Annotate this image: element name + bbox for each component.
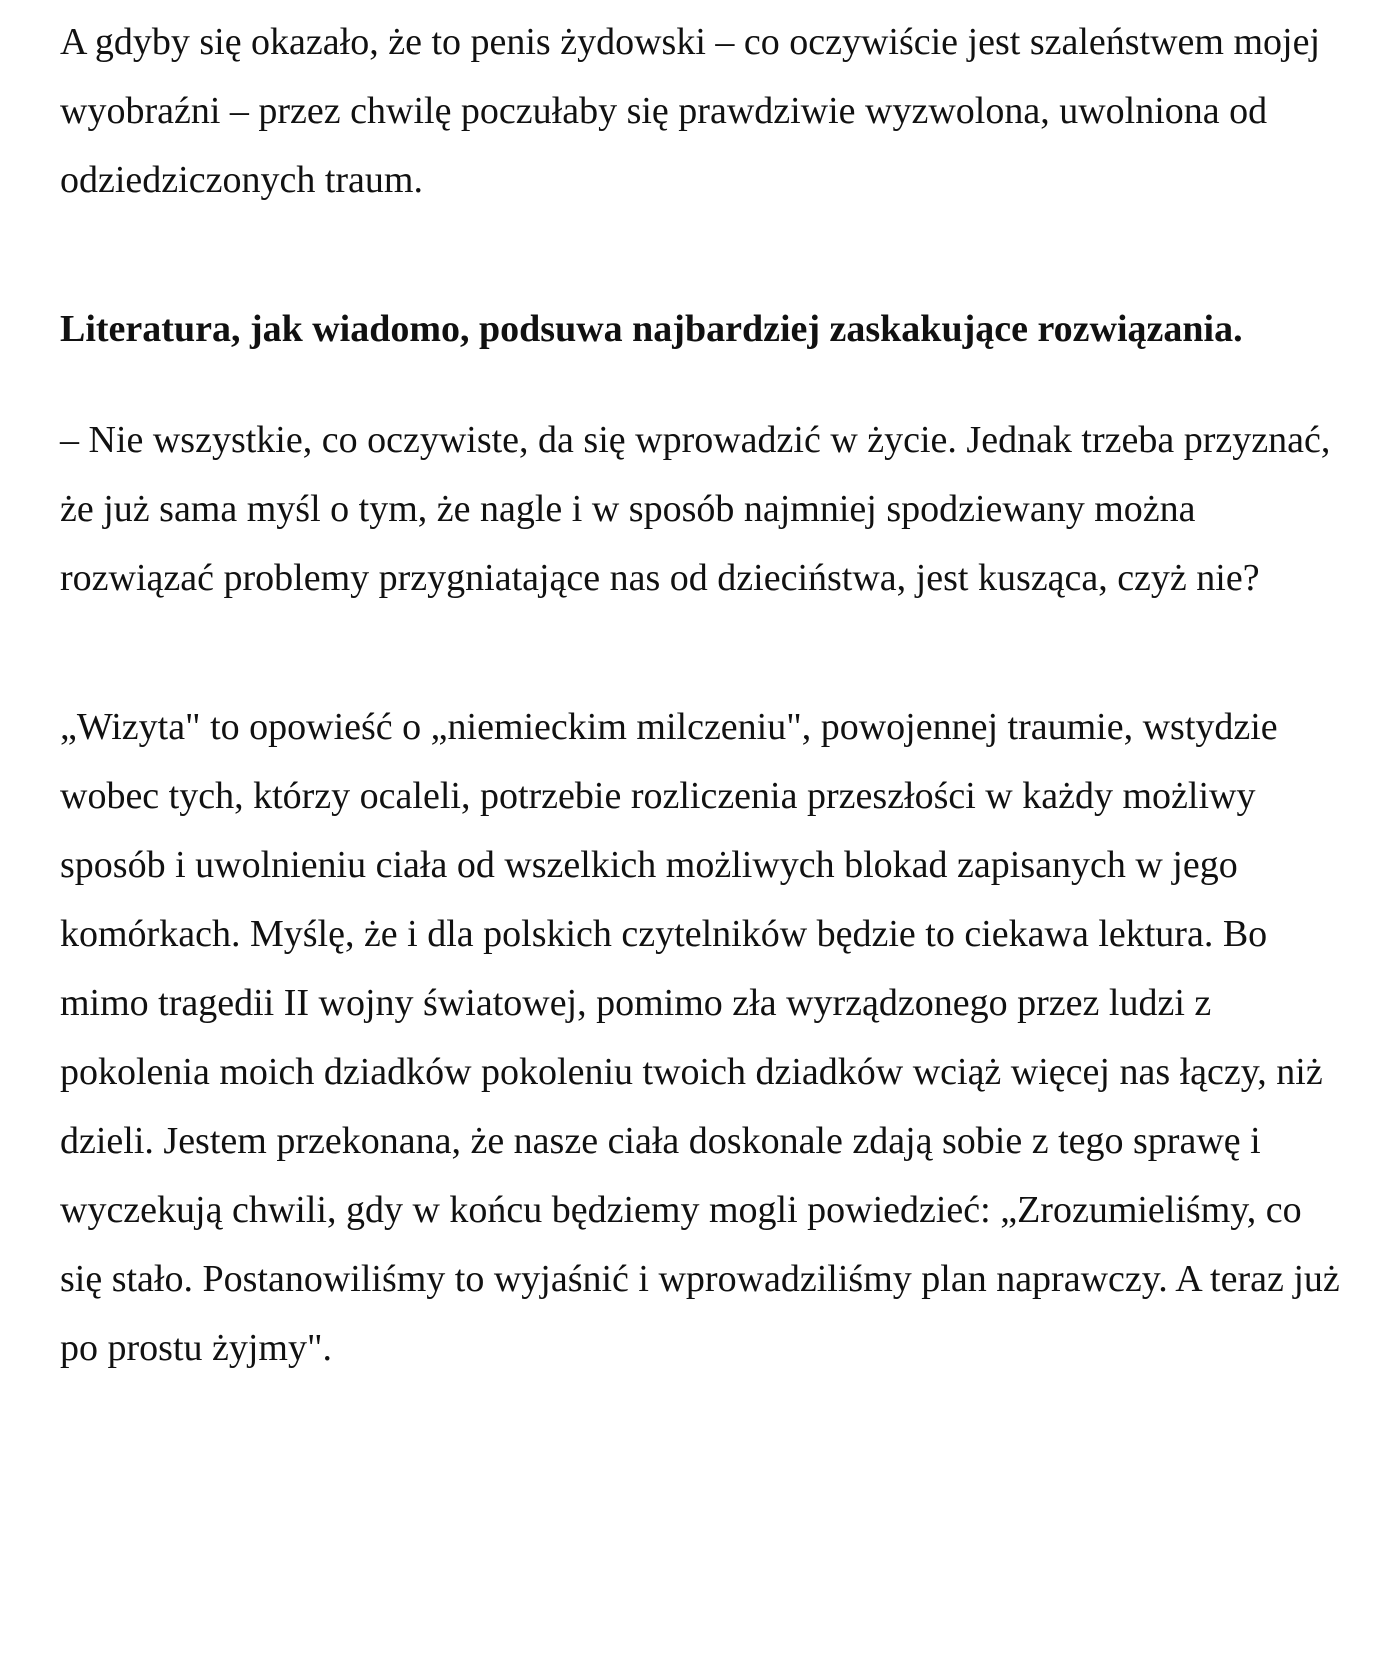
question-paragraph: Literatura, jak wiadomo, podsuwa najbardziej zaskakujące rozwiązania. [60, 308, 1243, 350]
article-body [60, 8, 1350, 1383]
answer-paragraph: „Wizyta" to opowieść o „niemieckim milczeniu", powojennej traumie, wstydzie wobec tych, którzy ocaleli, potrzebie rozliczenia przeszłości w każdy możliwy sposób i uwolnieniu ciała od wszelkich możliwych blokad zapisanych w jego komórkach. Myślę, że i dla polskich czytelników będzie to ciekawa lektura. Bo mimo tragedii II wojny światowej, pomimo zła wyrządzonego przez ludzi z pokolenia moich dziadków pokoleniu twoich dziadków wciąż więcej nas łączy, niż dzieli. Jestem przekonana, że nasze ciała doskonale zdają sobie z tego sprawę i wyczekują chwili, gdy w końcu będziemy mogli powiedzieć: „Zrozumieliśmy, co się stało. Postanowiliśmy to wyjaśnić i wprowadziliśmy plan naprawczy. A teraz już po prostu żyjmy". [60, 706, 1340, 1369]
answer-paragraph: A gdyby się okazało, że to penis żydowski – co oczywiście jest szaleństwem mojej wyobraźni – przez chwilę poczułaby się prawdziwie wyzwolona, uwolniona od odziedziczonych traum. [60, 21, 1321, 201]
answer-paragraph: – Nie wszystkie, co oczywiste, da się wprowadzić w życie. Jednak trzeba przyznać, że już sama myśl o tym, że nagle i w sposób najmniej spodziewany można rozwiązać problemy przygniatające nas od dzieciństwa, jest kusząca, czyż nie? [60, 419, 1331, 599]
